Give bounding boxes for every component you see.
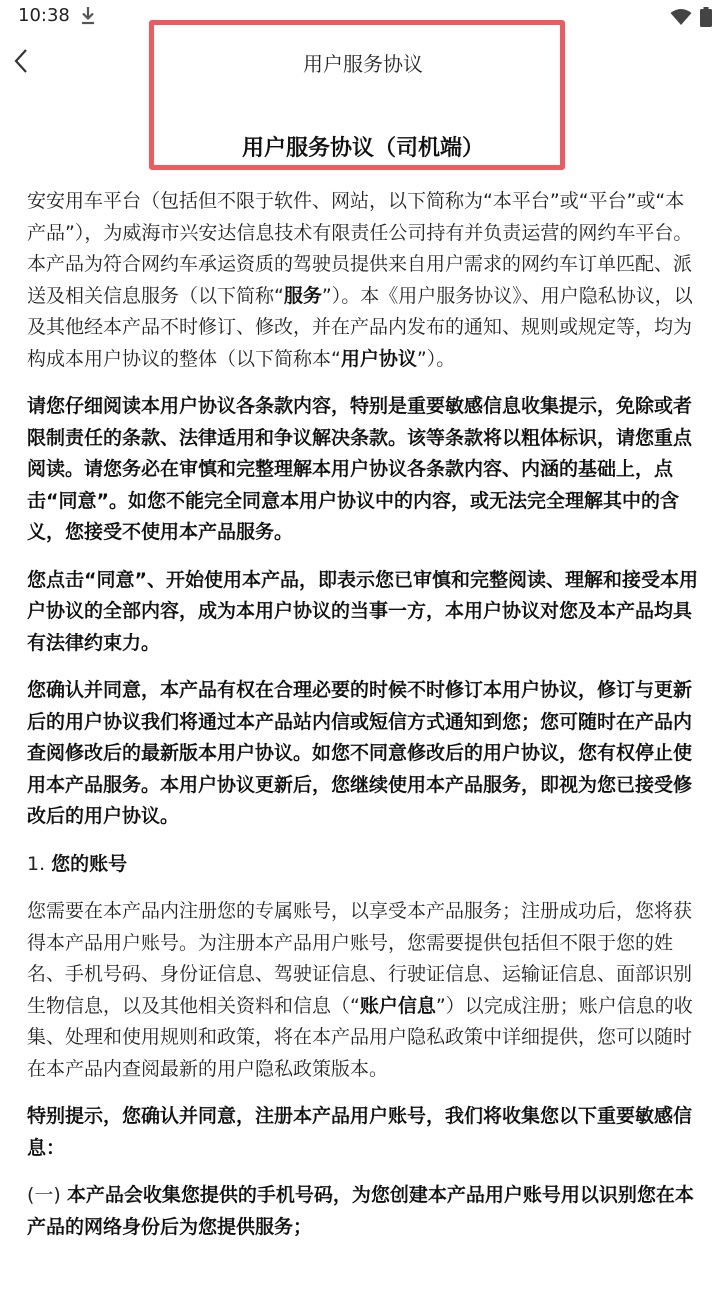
intro-paragraph: 安安用车平台（包括但不限于软件、网站，以下简称为“本平台”或“平台”或“本产品”），为威海市兴安达信息技术有限责任公司持有并负责运营的网约车平台。本产品为符合网约车承运资质的驾驶员提供来自用户需求的网约车订单匹配、派送及相关信息服务（以下简称“服务”）。本《用户服务协议》、用户隐私协议，以及其他经本产品不时修订、修改，并在产品内发布的通知、规则或规定等，均为构成本用户协议的整体（以下简称本“用户协议”）。 <box>27 190 693 370</box>
document-content <box>27 186 702 1259</box>
section-heading: 1. 您的账号 <box>27 852 128 875</box>
account-paragraph: 您需要在本产品内注册您的专属账号，以享受本产品服务；注册成功后，您将获得本产品用户账号。为注册本产品用户账号，您需要提供包括但不限于您的姓名、手机号码、身份证信息、驾驶证信息、行驶证信息、运输证信息、面部识别生物信息，以及其他相关资料和信息（“账户信息”）以完成注册；账户信息的收集、处理和使用规则和政策，将在本产品用户隐私政策中详细提供，您可以随时在本产品内查阅最新的用户隐私政策版本。 <box>27 900 693 1080</box>
status-time: 10:38 <box>18 5 70 26</box>
document-title: 用户服务协议（司机端） <box>241 136 484 161</box>
status-indicators <box>670 7 712 31</box>
list-item: (一) 本产品会收集您提供的手机号码，为您创建本产品用户账号用以识别您在本产品的网络身份后为您提供服务； <box>27 1184 694 1238</box>
page-title: 用户服务协议 <box>303 52 423 76</box>
special-notice-paragraph: 特别提示，您确认并同意，注册本产品用户账号，我们将收集您以下重要敏感信息： <box>27 1105 693 1159</box>
update-paragraph: 您确认并同意，本产品有权在合理必要的时候不时修订本用户协议，修订与更新后的用户协议我们将通过本产品站内信或短信方式通知到您；您可随时在产品内查阅修改后的最新版本用户协议。如您不同意修改后的用户协议，您有权停止使用本产品服务。本用户协议更新后，您继续使用本产品服务，即视为您已接受修改后的用户协议。 <box>27 679 693 827</box>
wifi-icon <box>670 8 692 30</box>
read-notice-paragraph: 请您仔细阅读本用户协议各条款内容，特别是重要敏感信息收集提示，免除或者限制责任的条款、法律适用和争议解决条款。该等条款将以粗体标识，请您重点阅读。请您务必在审慎和完整理解本用户协议各条款内容、内涵的基础上，点击“同意”。如您不能完全同意本用户协议中的内容，或无法完全理解其中的含义，您接受不使用本产品服务。 <box>27 395 693 543</box>
download-icon <box>80 6 96 30</box>
agree-paragraph: 您点击“同意”、开始使用本产品，即表示您已审慎和完整阅读、理解和接受本用户协议的全部内容，成为本用户协议的当事一方，本用户协议对您及本产品均具有法律约束力。 <box>27 568 698 654</box>
battery-icon <box>700 7 712 31</box>
